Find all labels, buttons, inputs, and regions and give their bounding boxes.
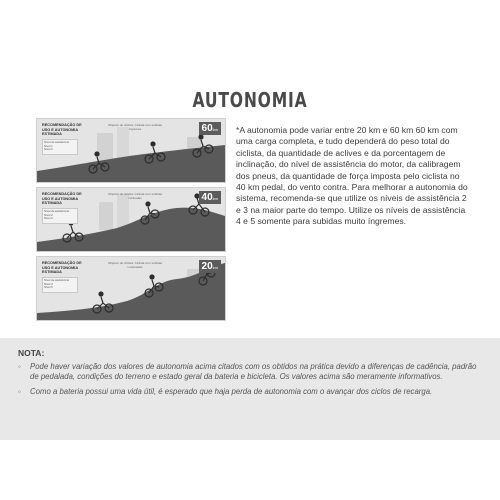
mini-line: Nível 5 [44,285,53,290]
page-title: AUTONOMIA [192,88,308,112]
mini-line: Nível de assistência [44,140,69,144]
note-box [0,338,500,440]
assist-level-box [42,139,78,155]
range-badge [199,191,221,204]
note-item [18,362,482,381]
panel-objective: Objetivo do ciclista: Ciclista com subidas moderadas [107,261,163,269]
mini-line: Nível 1 [44,143,53,148]
note-item-text: Como a bateria possui uma vida útil, é esperado que haja perda de autonomia com o avançar dos ciclos de recarga. [30,387,433,397]
note-item [18,387,482,397]
range-badge [199,260,221,273]
autonomy-illustrations [36,118,224,325]
range-badge [199,122,221,135]
bullet-icon: ◦ [18,362,21,371]
range-unit: km [212,196,218,201]
mini-line: Nível de assistência [44,278,69,282]
range-unit: km [212,265,218,270]
autonomy-panel-3 [36,256,226,321]
assist-level-box [42,277,78,293]
note-item-text: Pode haver variação dos valores de autonomia acima citados com os obtidos na prática devido a diferenças de cadência, padrão de pedalada, condições do terreno e estado geral da bateria e bicicleta. Os valores acima são meramente informativos. [30,362,477,381]
mini-line: Nível 3 [44,216,53,221]
autonomy-panel-2 [36,187,226,252]
panel-recommendation: RECOMENDAÇÃO DE USO E AUTONOMIA ESTIMADA [42,123,82,137]
note-title: NOTA: [18,348,45,358]
assist-level-box [42,208,78,224]
autonomy-description: *A autonomia pode variar entre 20 km e 60 km 60 km com uma carga completa, e tudo dependerá do peso total do ciclista, da quantidade de aclives e da porcentagem de inclinação, do nível de assistência do motor, da calibragem dos pneus, da quantidade de força imposta pelo ciclista no 40 km pedal, do vento contra. Para melhorar a autonomia do sistema, recomenda-se que utilize os níveis de assistência 2 e 3 na maior parte do tempo. Utilize os níveis de assistência 4 e 5 somente para subidas muito íngremes. [236,125,468,227]
range-value: 60 [201,123,213,134]
mini-line: Nível de assistência [44,209,69,213]
panel-recommendation: RECOMENDAÇÃO DE USO E AUTONOMIA ESTIMADA [42,261,82,275]
mini-line: Nível 2 [44,147,53,152]
panel-recommendation: RECOMENDAÇÃO DE USO E AUTONOMIA ESTIMADA [42,192,82,206]
bullet-icon: ◦ [18,387,21,397]
range-value: 20 [201,261,213,272]
mini-line: Nível 4 [44,281,53,286]
range-unit: km [212,127,218,132]
panel-objective: Objetivo do ciclista: Ciclista com subidas íngremes [107,123,163,131]
autonomy-panel-1 [36,118,226,183]
note-list [18,362,482,403]
panel-objective: Objetivo do ciclista: Ciclista com subidas inclinadas [107,192,163,200]
mini-line: Nível 2 [44,212,53,217]
range-value: 40 [201,192,213,203]
